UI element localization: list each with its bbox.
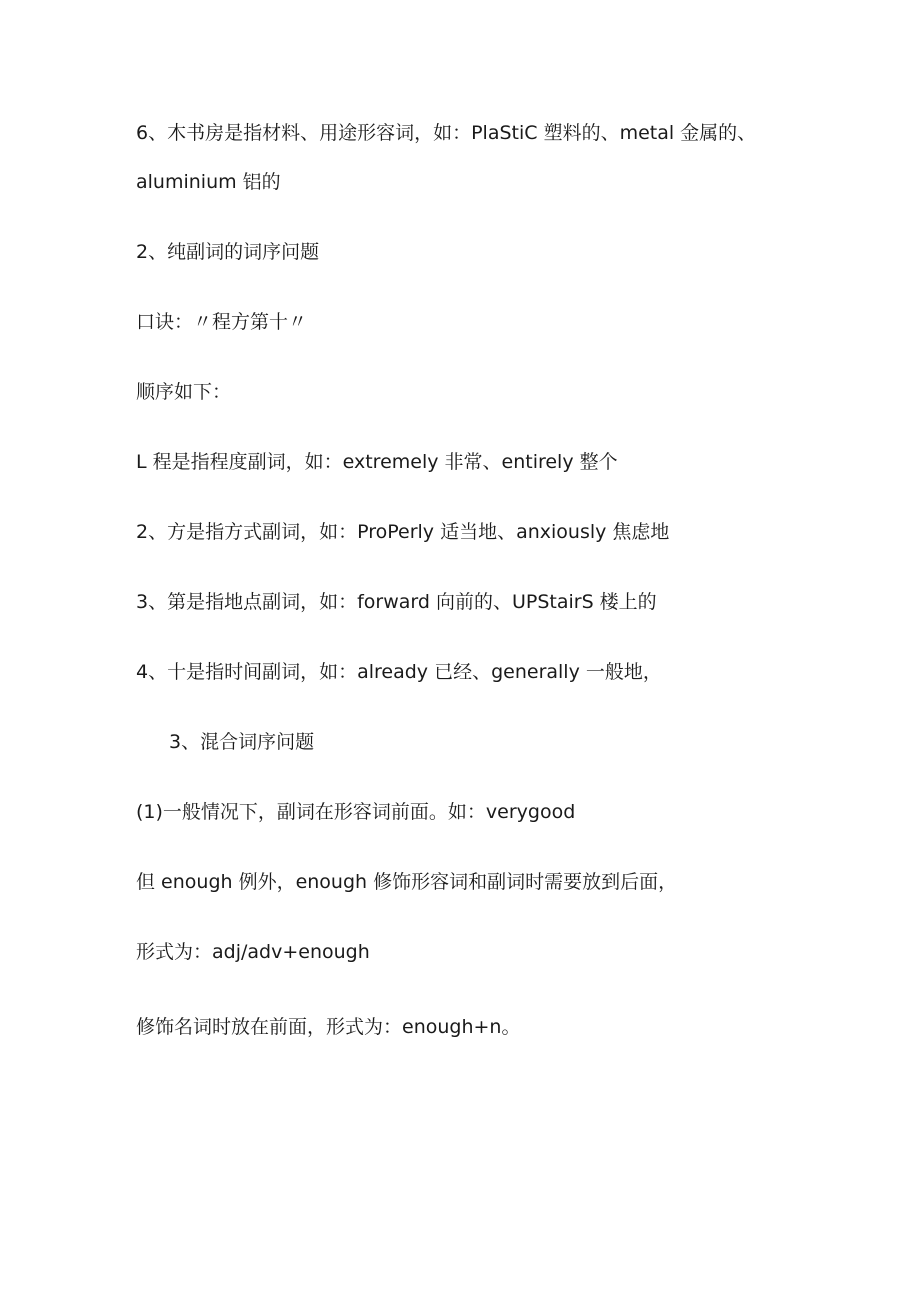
section-heading-pure-adverb-order: 2、纯副词的词序问题 (136, 241, 320, 263)
text-line-enough-exception: 但 enough 例外，enough 修饰形容词和副词时需要放到后面， (136, 871, 678, 893)
list-item-manner-adverbs: 2、方是指方式副词，如：ProPerly 适当地、anxiously 焦虑地 (136, 521, 670, 543)
text-line-material-adjectives: 6、木书房是指材料、用途形容词，如：PlaStiC 塑料的、metal 金属的、 (136, 122, 757, 144)
list-item-time-adverbs: 4、十是指时间副词，如：already 已经、generally 一般地， (136, 661, 662, 683)
text-line-form-noun: 修饰名词时放在前面，形式为：enough+n。 (136, 1016, 521, 1038)
text-line-form-adj-adv: 形式为：adj/adv+enough (136, 941, 370, 963)
text-line-order-intro: 顺序如下： (136, 381, 232, 403)
section-heading-mixed-order: 3、混合词序问题 (169, 731, 315, 753)
text-line-aluminium: aluminium 铝的 (136, 171, 281, 193)
list-item-degree-adverbs: L 程是指程度副词，如：extremely 非常、entirely 整个 (136, 451, 618, 473)
text-line-mnemonic: 口诀：〃程方第十〃 (136, 311, 308, 333)
list-item-place-adverbs: 3、第是指地点副词，如：forward 向前的、UPStairS 楼上的 (136, 591, 657, 613)
text-line-general-rule: (1)一般情况下，副词在形容词前面。如：verygood (136, 801, 576, 823)
